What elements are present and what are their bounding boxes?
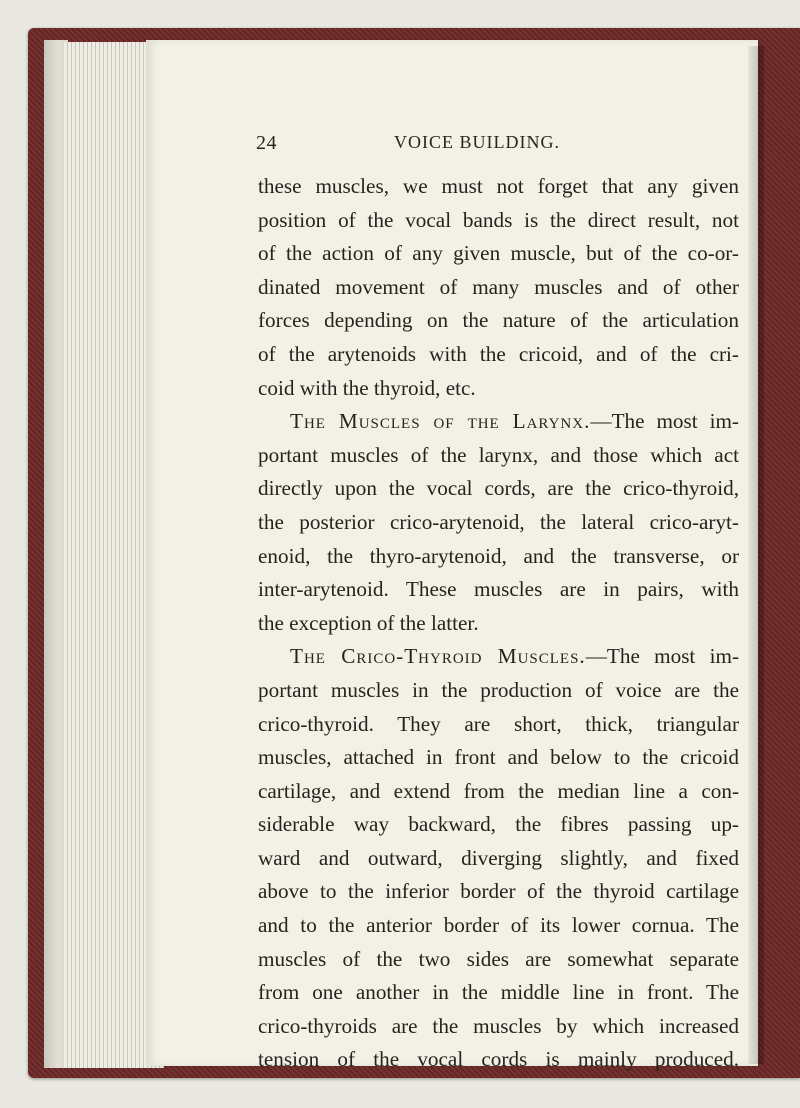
text-line: cartilage, and extend from the median line a con- [258, 778, 739, 803]
text-line: coid with the thyroid, etc. [258, 375, 476, 400]
text-line: inter-arytenoid. These muscles are in pairs, with [258, 577, 739, 602]
text-line: the posterior crico-arytenoid, the lateral crico-aryt- [258, 509, 739, 534]
text-line: forces depending on the nature of the articulation [258, 308, 739, 333]
text-line: crico-thyroids are the muscles by which increased [258, 1013, 739, 1038]
text-line: position of the vocal bands is the direct result, not [258, 207, 739, 232]
section-heading: The Crico-Thyroid Muscles. [290, 644, 586, 669]
page-shadow [748, 46, 764, 1064]
page-number: 24 [256, 132, 277, 154]
text-line: muscles, attached in front and below to the cricoid [258, 745, 739, 770]
body-text [258, 170, 739, 1077]
text-line: crico-thyroid. They are short, thick, triangular [258, 711, 739, 736]
section-heading: The Muscles of the Larynx. [290, 409, 591, 434]
text-line: siderable way backward, the fibres passing up- [258, 812, 739, 837]
section-heading-line [258, 640, 739, 674]
text-line: above to the inferior border of the thyroid cartilage [258, 879, 739, 904]
text-line: and to the anterior border of its lower cornua. The [258, 913, 739, 938]
text-line: directly upon the vocal cords, are the crico-thyroid, [258, 476, 739, 501]
text-line: enoid, the thyro-arytenoid, and the transverse, or [258, 543, 739, 568]
text-line: of the action of any given muscle, but of the co-or- [258, 241, 739, 266]
text-line: portant muscles of the larynx, and those which act [258, 442, 739, 467]
text-line: muscles of the two sides are somewhat separate [258, 946, 739, 971]
text-line: these muscles, we must not forget that any given [258, 174, 739, 198]
section-heading-line [258, 405, 739, 439]
text-line: tension of the vocal cords is mainly produced. [258, 1047, 739, 1072]
text-line: of the arytenoids with the cricoid, and of the cri- [258, 341, 739, 366]
text-fragment: —The most im- [590, 409, 739, 434]
text-line: ward and outward, diverging slightly, and fixed [258, 845, 739, 870]
text-line: the exception of the latter. [258, 610, 479, 635]
text-line: from one another in the middle line in front. The [258, 980, 739, 1005]
running-title: VOICE BUILDING. [394, 132, 560, 152]
text-line: dinated movement of many muscles and of other [258, 274, 739, 299]
text-fragment: —The most im- [585, 644, 739, 669]
text-line: portant muscles in the production of voice are the [258, 677, 739, 702]
